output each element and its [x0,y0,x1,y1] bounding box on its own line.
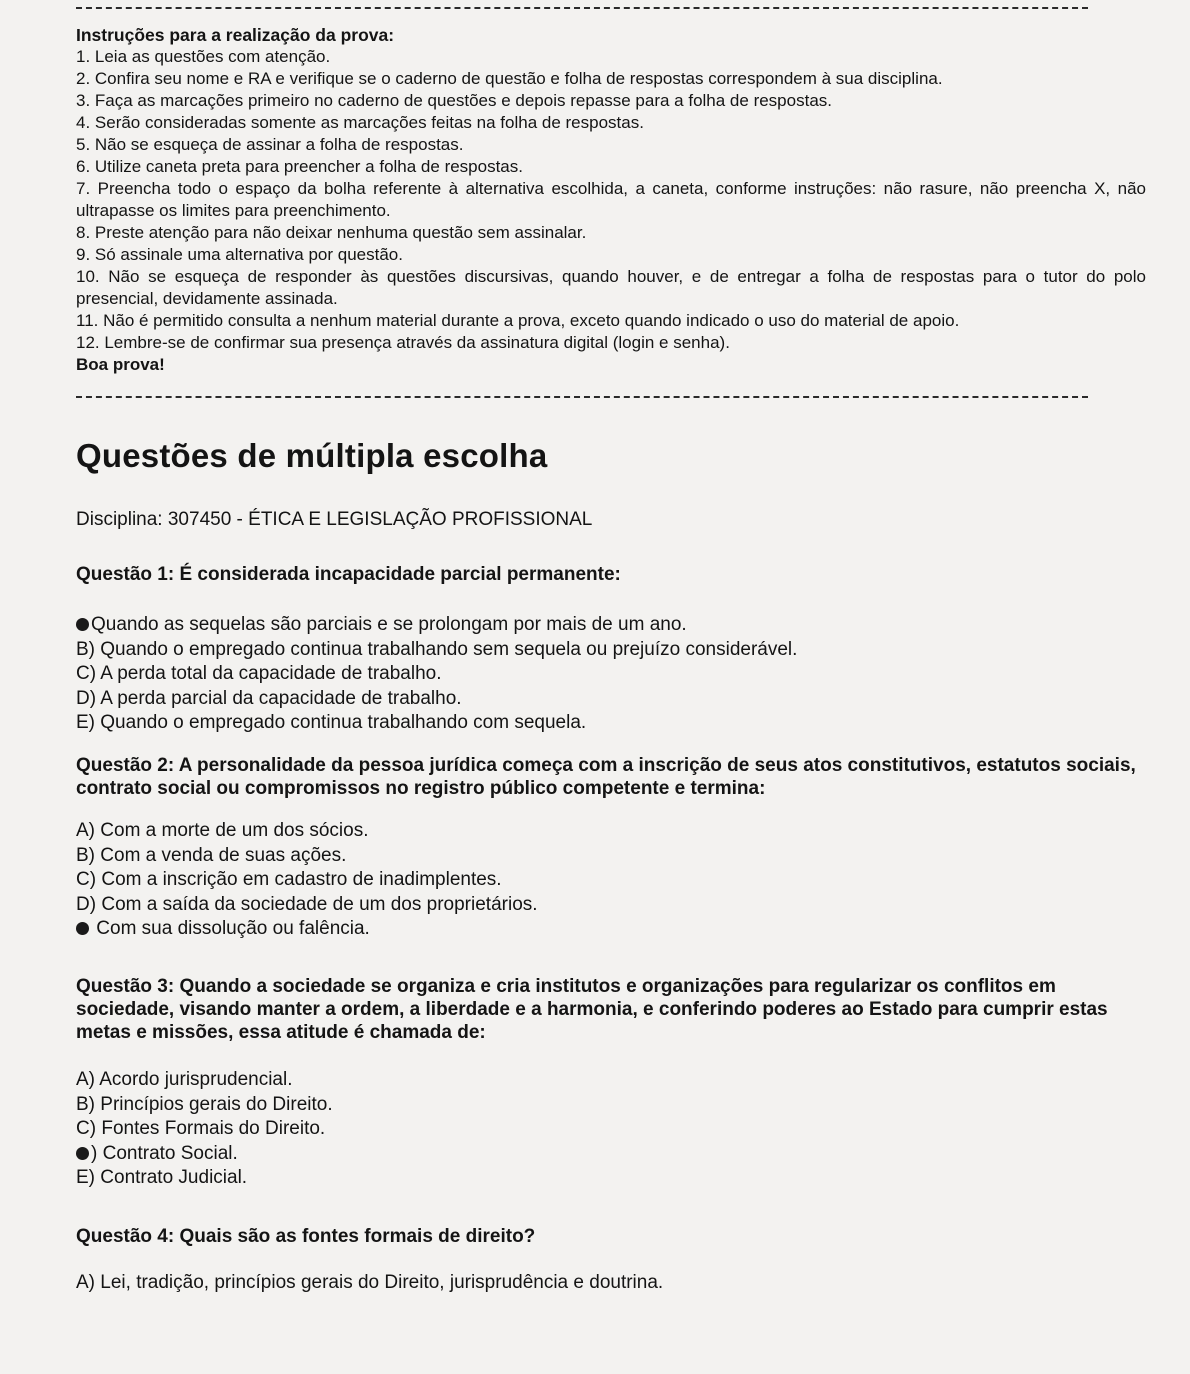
instruction-item: 11. Não é permitido consulta a nenhum material durante a prova, exceto quando indicado o uso do material de apoio. [76,311,960,330]
question-4 [76,1225,1148,1296]
question-title: Questão 3: Quando a sociedade se organiza e cria institutos e organizações para regularizar os conflitos em sociedade, visando manter a ordem, a liberdade e a harmonia, e conferindo poderes ao Estado para cumprir estas metas e missões, essa atitude é chamada de: [76,976,1108,1043]
option-d[interactable]: ) Contrato Social. [76,1142,1148,1167]
option-a[interactable] [76,613,1148,638]
option-text: Com sua dissolução ou falência. [96,918,370,939]
option-letter: D) [76,893,97,915]
instruction-item: 7. Preencha todo o espaço da bolha referente à alternativa escolhida, a caneta, conforme instruções: não rasure, não preencha X, não ultrapasse os limites para preenchimento. [76,179,1146,220]
instruction-item: 12. Lembre-se de confirmar sua presença através da assinatura digital (login e senha). [76,333,730,352]
filled-bubble-mark [76,922,89,935]
instruction-item: 2. Confira seu nome e RA e verifique se o caderno de questão e folha de respostas correspondem à sua disciplina. [76,69,943,88]
option-b[interactable] [76,1093,1148,1118]
option-d[interactable] [76,687,1148,712]
option-text: Com a venda de suas ações. [100,844,347,866]
question-options [76,1271,1148,1296]
option-c[interactable] [76,1117,1148,1142]
filled-bubble-mark [76,1147,89,1160]
option-letter: A) [76,1069,95,1090]
instruction-item: 10. Não se esqueça de responder às questões discursivas, quando houver, e de entregar a folha de respostas para o tutor do polo presencial, devidamente assinada. [76,267,1146,308]
option-letter: D) [76,687,97,709]
question-2 [76,754,1148,942]
option-e[interactable] [76,711,1148,736]
option-b[interactable] [76,844,1148,869]
instructions-heading: Instruções para a realização da prova: [76,25,395,45]
option-text: A perda total da capacidade de trabalho. [100,663,442,684]
option-text: Quando as sequelas são parciais e se prolongam por mais de um ano. [91,614,687,635]
option-a[interactable] [76,1068,1148,1093]
option-letter: E) [76,712,95,733]
option-letter: B) [76,844,95,866]
option-text: Contrato Social. [102,1142,238,1164]
option-letter: A) [76,820,95,841]
option-letter: C) [76,869,97,890]
question-options [76,1068,1148,1191]
question-3 [76,975,1148,1191]
option-text: A perda parcial da capacidade de trabalho. [100,687,462,709]
option-text: Acordo jurisprudencial. [99,1069,293,1090]
top-dashed-divider [76,7,1088,9]
option-text: Contrato Judicial. [100,1167,248,1188]
instruction-item: 5. Não se esqueça de assinar a folha de respostas. [76,135,464,154]
instruction-item: 6. Utilize caneta preta para preencher a folha de respostas. [76,157,523,176]
instruction-item: 8. Preste atenção para não deixar nenhuma questão sem assinalar. [76,223,587,242]
option-a[interactable] [76,819,1148,844]
option-e[interactable] [76,917,1148,942]
instruction-item: 9. Só assinale uma alternativa por questão. [76,245,403,264]
question-title: Questão 4: Quais são as fontes formais de direito? [76,1226,536,1247]
option-text: Quando o empregado continua trabalhando com sequela. [100,712,587,733]
option-c[interactable] [76,662,1148,687]
option-e[interactable] [76,1166,1148,1191]
instruction-item: 3. Faça as marcações primeiro no caderno de questões e depois repasse para a folha de respostas. [76,91,832,110]
instructions-block [76,24,1146,376]
question-options [76,613,1148,736]
discipline-line: Disciplina: 307450 - ÉTICA E LEGISLAÇÃO PROFISSIONAL [76,509,593,530]
section-title: Questões de múltipla escolha [76,437,548,474]
option-letter: C) [76,1118,97,1139]
option-text: Com a inscrição em cadastro de inadimplentes. [101,869,502,890]
option-d[interactable] [76,893,1148,918]
question-title: Questão 1: É considerada incapacidade parcial permanente: [76,564,621,585]
option-text: Princípios gerais do Direito. [100,1093,333,1115]
option-text: Lei, tradição, princípios gerais do Direito, jurisprudência e doutrina. [100,1272,664,1293]
question-options [76,819,1148,942]
filled-bubble-mark [76,618,89,631]
question-1 [76,563,1148,736]
instruction-item: 4. Serão consideradas somente as marcações feitas na folha de respostas. [76,113,644,132]
option-letter: B) [76,1093,95,1115]
option-text: Quando o empregado continua trabalhando sem sequela ou prejuízo considerável. [100,638,798,660]
option-a[interactable] [76,1271,1148,1296]
option-b[interactable] [76,638,1148,663]
option-letter: B) [76,638,95,660]
option-text: Com a saída da sociedade de um dos proprietários. [101,893,538,915]
option-letter: E) [76,1167,95,1188]
option-letter: C) [76,663,97,684]
option-c[interactable] [76,868,1148,893]
option-letter: A) [76,1272,95,1293]
option-text: Fontes Formais do Direito. [101,1118,326,1139]
bottom-dashed-divider [76,396,1088,398]
option-text: Com a morte de um dos sócios. [100,820,369,841]
instructions-closing: Boa prova! [76,355,165,374]
question-title: Questão 2: A personalidade da pessoa jurídica começa com a inscrição de seus atos constitutivos, estatutos sociais, contrato social ou compromissos no registro público competente e termina: [76,755,1136,799]
instruction-item: 1. Leia as questões com atenção. [76,47,331,66]
